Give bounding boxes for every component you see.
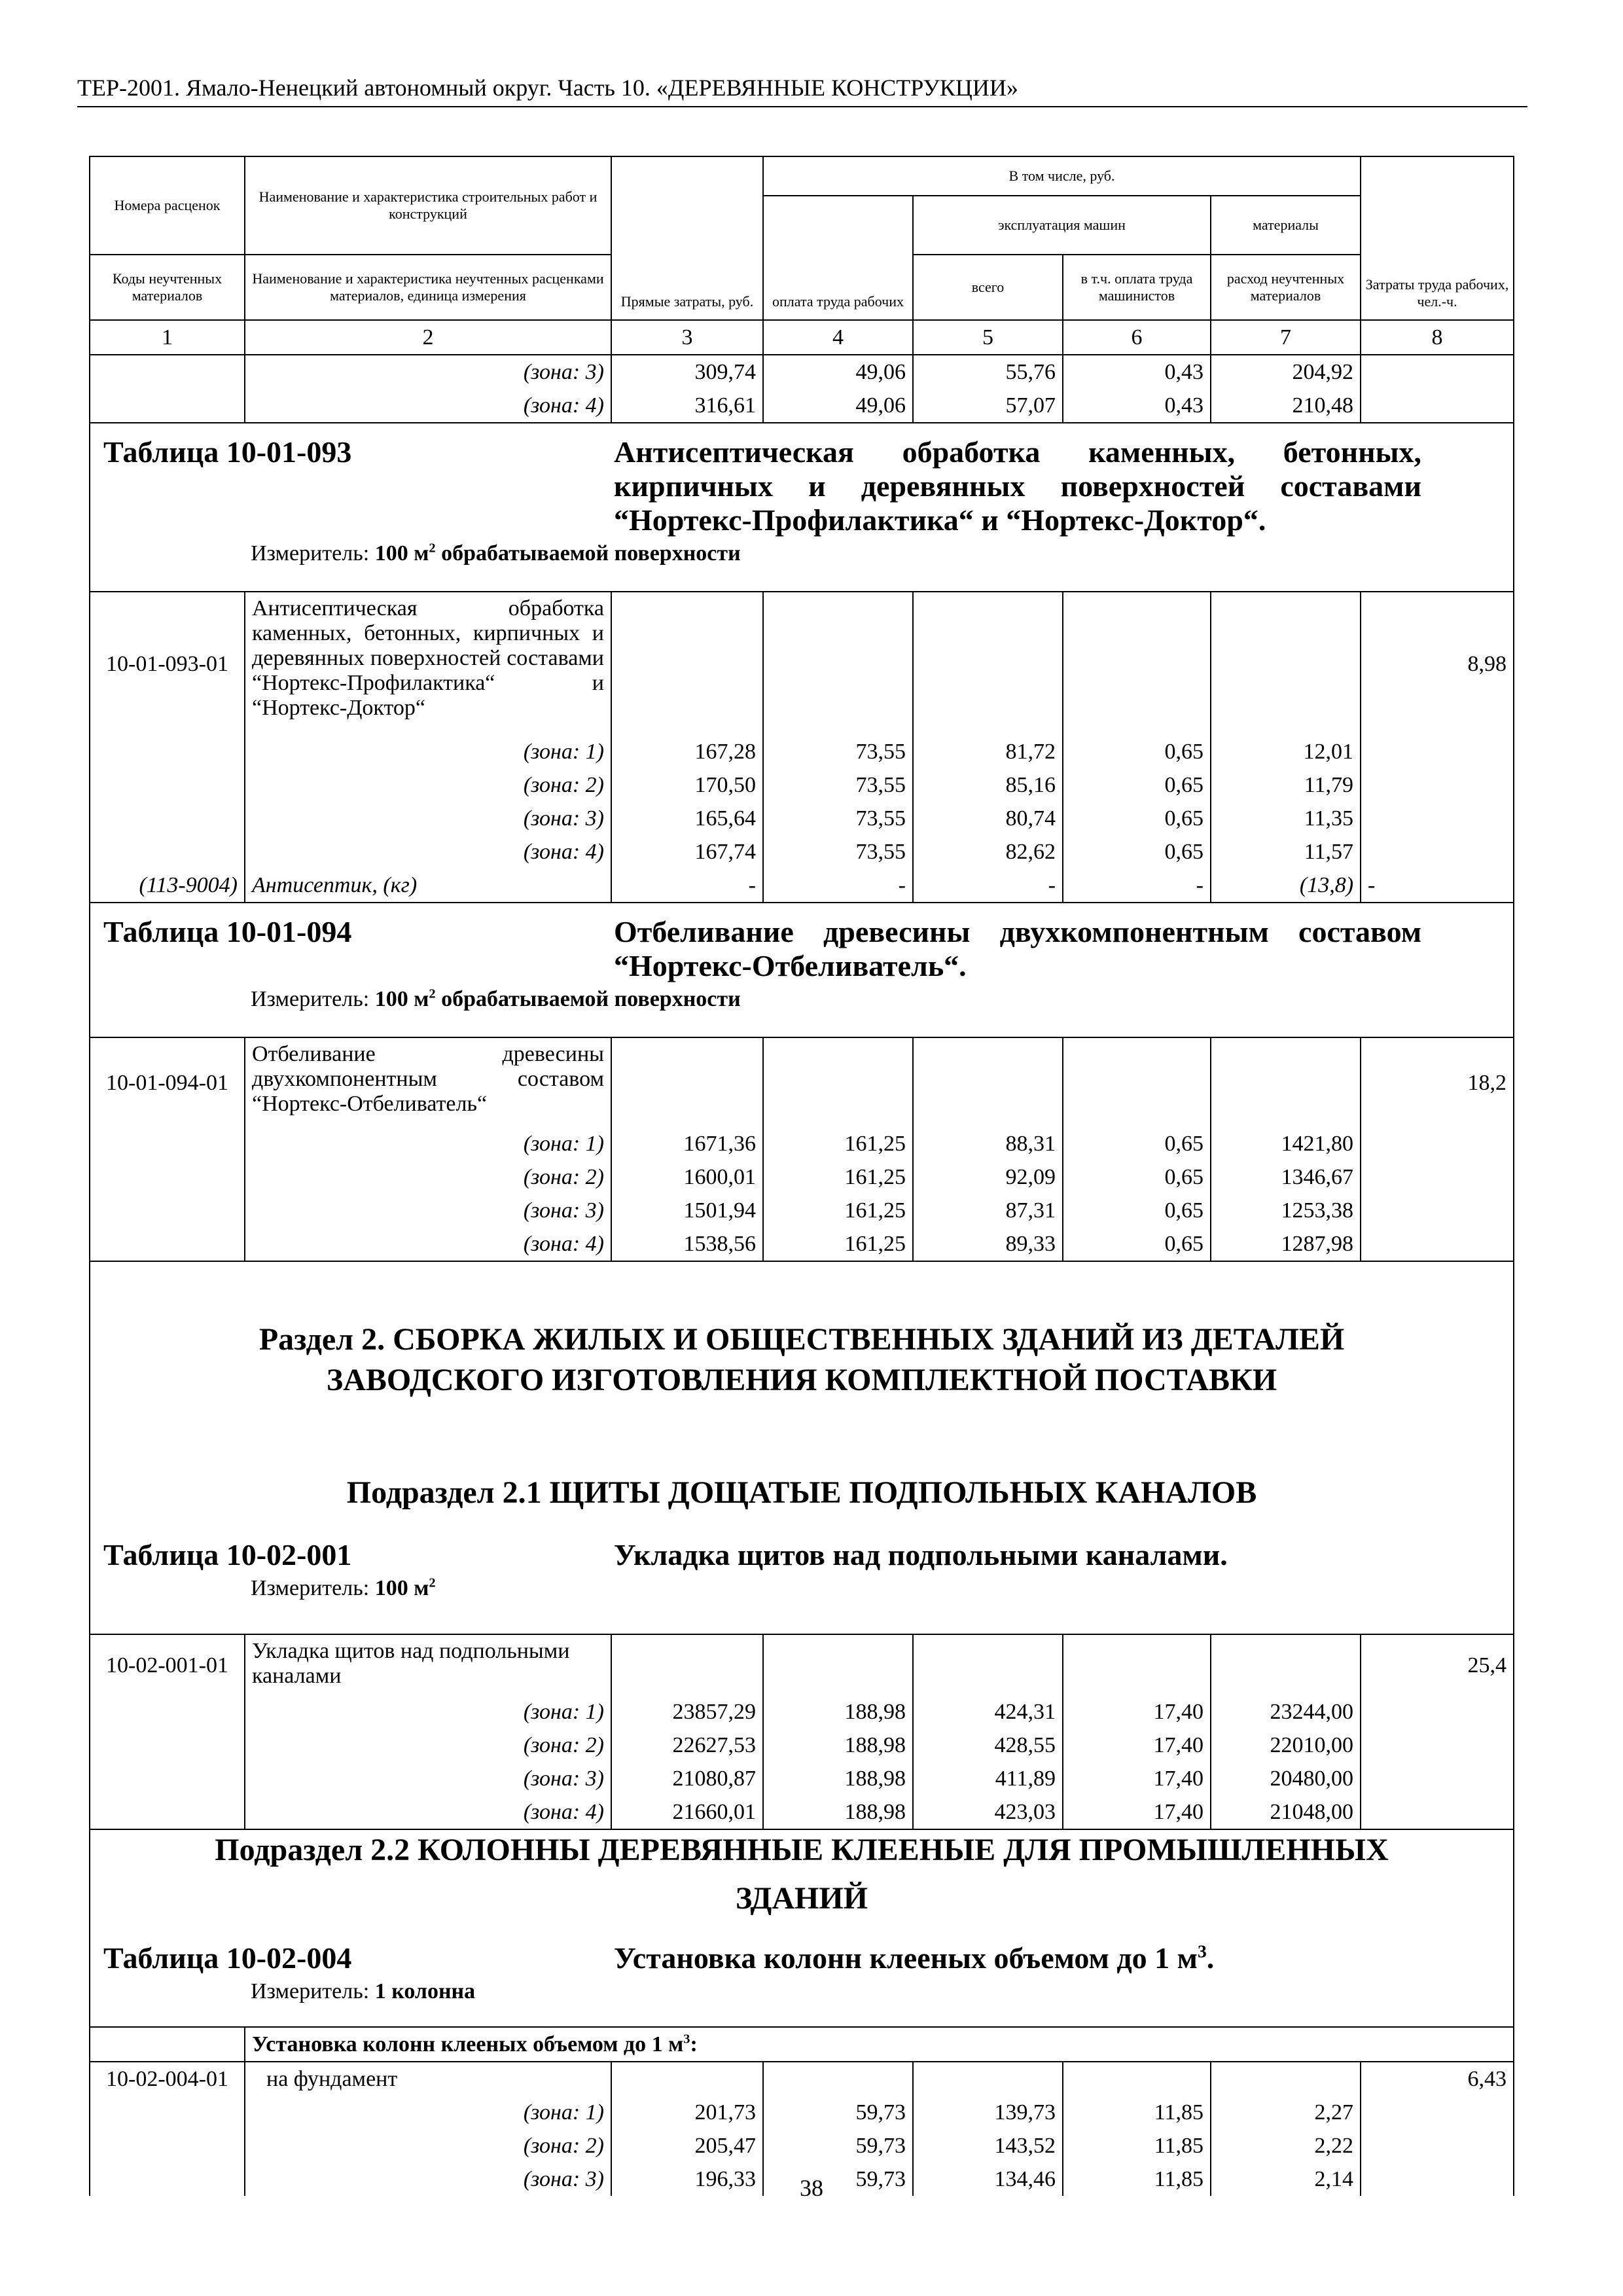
col-num-3: 3 — [611, 320, 763, 355]
table-row: (зона: 2) 1600,01 161,25 92,09 0,65 1346,67 — [90, 1160, 1514, 1194]
col-materials-header: материалы — [1211, 196, 1361, 255]
col-laborcost-header: Затраты труда рабочих, чел.-ч. — [1361, 156, 1514, 320]
table-row: (зона: 1) 201,73 59,73 139,73 11,85 2,27 — [90, 2096, 1514, 2129]
table-title: Антисептическая обработка каменных, бетонных, кирпичных и деревянных поверхностей составами “Нортекс-Профилактика“ и “Нортекс-Доктор“. — [614, 435, 1422, 537]
col-including-header: В том числе, руб. — [763, 156, 1361, 196]
col-num-4: 4 — [763, 320, 913, 355]
subsection-title: Подраздел 2.1 ЩИТЫ ДОЩАТЫЕ ПОДПОЛЬНЫХ КАНАЛОВ — [346, 1475, 1257, 1510]
table-row: (зона: 4) 167,74 73,55 82,62 0,65 11,57 — [90, 835, 1514, 869]
table-title: Отбеливание древесины двухкомпонентным составом “Нортекс-Отбеливатель“. — [614, 915, 1422, 982]
section-2-heading — [90, 1261, 1514, 1634]
table-row: (зона: 4) 1538,56 161,25 89,33 0,65 1287,98 — [90, 1227, 1514, 1261]
table-title: Установка колонн клееных объемом до 1 $м^3$. — [614, 1941, 1215, 1975]
meter: Измеритель: 100 $м^2$ обрабатываемой поверхности — [251, 541, 741, 565]
table-row: (зона: 2) 22627,53 188,98 428,55 17,40 22010,00 — [90, 1729, 1514, 1762]
col-matname-header: Наименование и характеристика неучтенных расценками материалов, единица измерения — [245, 255, 611, 320]
table-row: (зона: 3) 309,74 49,06 55,76 0,43 204,92 — [90, 355, 1514, 389]
group-row: Установка колонн клееных объемом до 1 $м^3$: — [90, 2027, 1514, 2062]
table-row: (зона: 2) 205,47 59,73 143,52 11,85 2,22 — [90, 2129, 1514, 2162]
meter: Измеритель: 1 колонна — [251, 1979, 476, 2003]
col-num-2: 2 — [245, 320, 611, 355]
col-labor-header: оплата труда рабочих — [763, 196, 913, 320]
subsection-2-2-heading — [90, 1829, 1514, 2027]
col-num-7: 7 — [1211, 320, 1361, 355]
section-title: Раздел 2. СБОРКА ЖИЛЫХ И ОБЩЕСТВЕННЫХ ЗДАНИЙ ИЗ ДЕТАЛЕЙ ЗАВОДСКОГО ИЗГОТОВЛЕНИЯ КОМПЛЕКТНОЙ ПОСТАВКИ — [259, 1322, 1345, 1397]
table-row: (зона: 3) 196,33 59,73 134,46 11,85 2,14 — [90, 2162, 1514, 2196]
header-row-1 — [90, 156, 1514, 196]
table-row: (зона: 4) 21660,01 188,98 423,03 17,40 21048,00 — [90, 1795, 1514, 1829]
estimate-table — [89, 156, 1514, 2196]
meter: Измеритель: 100 $м^2$ обрабатываемой поверхности — [251, 986, 741, 1011]
table-id: Таблица 10-01-093 — [103, 435, 352, 469]
table-10-01-093-heading — [90, 423, 1514, 592]
table-row: (зона: 3) 21080,87 188,98 411,89 17,40 20480,00 — [90, 1762, 1514, 1795]
page-number: 38 — [800, 2175, 823, 2201]
col-machines-header: эксплуатация машин — [913, 196, 1211, 255]
page-header: ТЕР-2001. Ямало-Ненецкий автономный округ. Часть 10. «ДЕРЕВЯННЫЕ КОНСТРУКЦИИ» — [77, 73, 1527, 107]
col-number-header: Номера расценок — [90, 156, 245, 255]
col-direct-header: Прямые затраты, руб. — [611, 156, 763, 320]
table-row: 10-01-093-01 Антисептическая обработка каменных, бетонных, кирпичных и деревянных поверхностей составами “Нортекс-Профилактика“ и “Нортекс-Доктор“ 8,98 — [90, 592, 1514, 735]
material-row: (113-9004) Антисептик, (кг) - - - - (13,8) - — [90, 869, 1514, 903]
col-name-header: Наименование и характеристика строительных работ и конструкций — [245, 156, 611, 255]
table-row: 10-02-004-01 на фундамент 6,43 — [90, 2062, 1514, 2096]
table-10-01-094-heading — [90, 903, 1514, 1037]
table-row: 10-02-001-01 Укладка щитов над подпольными каналами 25,4 — [90, 1634, 1514, 1695]
table-row: (зона: 4) 316,61 49,06 57,07 0,43 210,48 — [90, 389, 1514, 423]
col-num-8: 8 — [1361, 320, 1514, 355]
table-row: (зона: 1) 1671,36 161,25 88,31 0,65 1421,80 — [90, 1127, 1514, 1160]
table-title: Укладка щитов над подпольными каналами. — [614, 1538, 1228, 1571]
col-num-5: 5 — [913, 320, 1063, 355]
meter: Измеритель: 100 $м^2$ — [251, 1575, 436, 1600]
table-id: Таблица 10-01-094 — [103, 915, 352, 948]
table-row: (зона: 3) 1501,94 161,25 87,31 0,65 1253,38 — [90, 1194, 1514, 1227]
col-num-6: 6 — [1063, 320, 1211, 355]
col-machlabor-header: в т.ч. оплата труда машинистов — [1063, 255, 1211, 320]
table-id: Таблица 10-02-001 — [103, 1538, 352, 1571]
subsection-title: Подраздел 2.2 КОЛОННЫ ДЕРЕВЯННЫЕ КЛЕЕНЫЕ ДЛЯ ПРОМЫШЛЕННЫХ ЗДАНИЙ — [215, 1833, 1389, 1916]
table-id: Таблица 10-02-004 — [103, 1941, 352, 1975]
table-row: 10-01-094-01 Отбеливание древесины двухкомпонентным составом “Нортекс-Отбеливатель“ 18,2 — [90, 1037, 1514, 1127]
col-codes-header: Коды неучтенных материалов — [90, 255, 245, 320]
table-row: (зона: 3) 165,64 73,55 80,74 0,65 11,35 — [90, 802, 1514, 835]
col-machtotal-header: всего — [913, 255, 1063, 320]
table-row: (зона: 2) 170,50 73,55 85,16 0,65 11,79 — [90, 768, 1514, 802]
col-num-1: 1 — [90, 320, 245, 355]
column-numbers-row — [90, 320, 1514, 355]
table-row: (зона: 1) 167,28 73,55 81,72 0,65 12,01 — [90, 735, 1514, 768]
col-matconsumption-header: расход неучтенных материалов — [1211, 255, 1361, 320]
table-row: (зона: 1) 23857,29 188,98 424,31 17,40 23244,00 — [90, 1695, 1514, 1729]
